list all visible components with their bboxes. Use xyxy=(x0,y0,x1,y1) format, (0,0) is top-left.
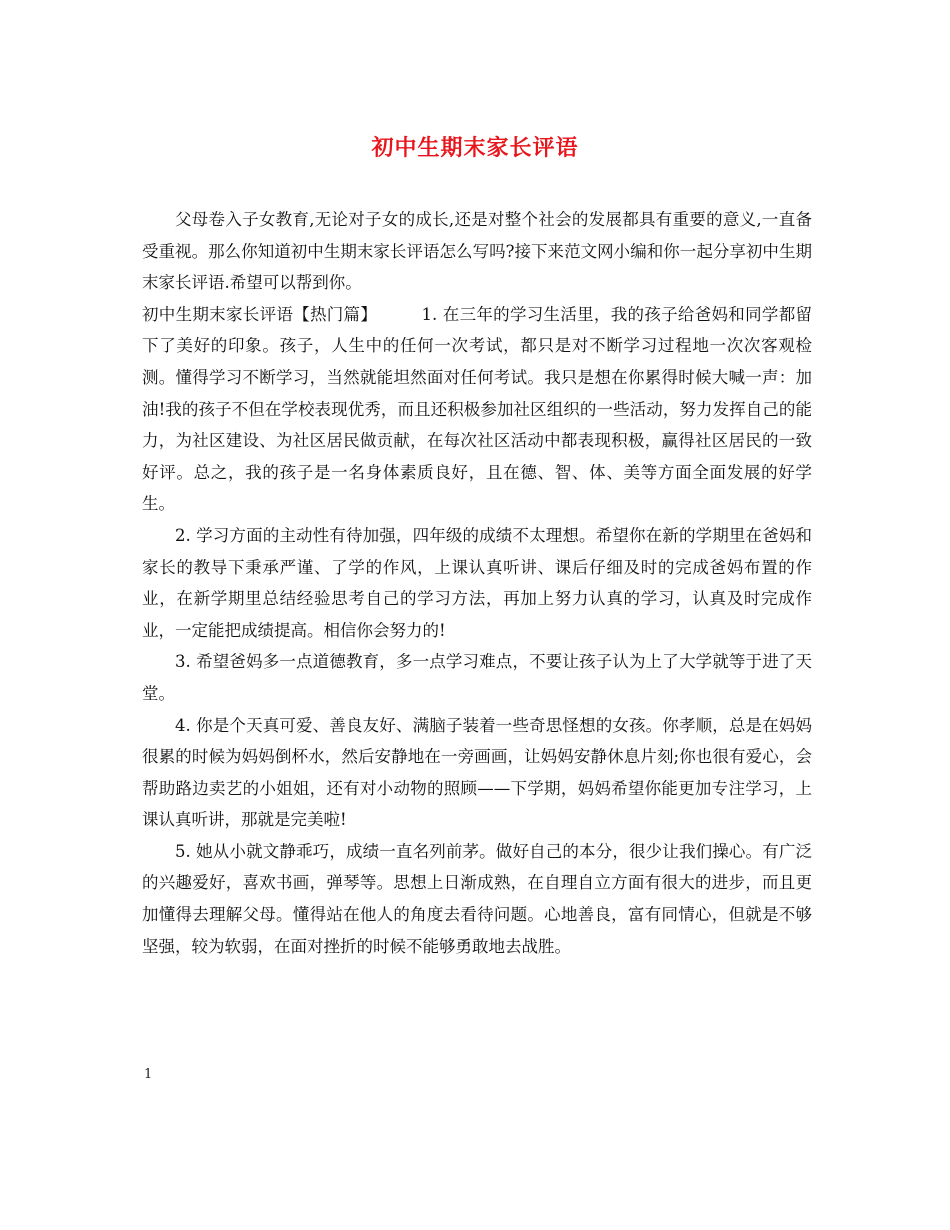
comment-paragraph-2: 2. 学习方面的主动性有待加强，四年级的成绩不太理想。希望你在新的学期里在爸妈和家长的教导下秉承严谨、了学的作风，上课认真听讲、课后仔细及时的完成爸妈布置的作业，在新学期里总结经验思考自己的学习方法，再加上努力认真的学习，认真及时完成作业，一定能把成绩提高。相信你会努力的! xyxy=(142,525,812,640)
comment-paragraph-3: 3. 希望爸妈多一点道德教育，多一点学习难点，不要让孩子认为上了大学就等于进了天堂。 xyxy=(142,652,812,703)
page-number: 1 xyxy=(144,1067,153,1082)
document-body xyxy=(142,204,812,962)
comment-paragraph-4: 4. 你是个天真可爱、善良友好、满脑子装着一些奇思怪想的女孩。你孝顺，总是在妈妈很累的时候为妈妈倒杯水，然后安静地在一旁画画，让妈妈安静休息片刻;你也很有爱心，会帮助路边卖艺的小姐姐，还有对小动物的照顾——下学期，妈妈希望你能更加专注学习，上课认真听讲，那就是完美啦! xyxy=(142,715,812,830)
section-heading-paragraph: 初中生期末家长评语【热门篇】 1. 在三年的学习生活里，我的孩子给爸妈和同学都留下了美好的印象。孩子，人生中的任何一次考试，都只是对不断学习过程地一次次客观检测。懂得学习不断学习，当然就能坦然面对任何考试。我只是想在你累得时候大喊一声：加油!我的孩子不但在学校表现优秀，而且还积极参加社区组织的一些活动，努力发挥自己的能力，为社区建设、为社区居民做贡献，在每次社区活动中都表现积极，赢得社区居民的一致好评。总之，我的孩子是一名身体素质良好，且在德、智、体、美等方面全面发展的好学生。 xyxy=(142,304,812,514)
intro-paragraph: 父母卷入子女教育,无论对子女的成长,还是对整个社会的发展都具有重要的意义,一直备受重视。那么你知道初中生期末家长评语怎么写吗?接下来范文网小编和你一起分享初中生期末家长评语.希望可以帮到你。 xyxy=(142,210,812,293)
comment-paragraph-5: 5. 她从小就文静乖巧，成绩一直名列前茅。做好自己的本分，很少让我们操心。有广泛的兴趣爱好，喜欢书画，弹琴等。思想上日渐成熟，在自理自立方面有很大的进步，而且更加懂得去理解父母。懂得站在他人的角度去看待问题。心地善良，富有同情心，但就是不够坚强，较为软弱，在面对挫折的时候不能够勇敢地去战胜。 xyxy=(142,841,812,956)
page-title: 初中生期末家长评语 xyxy=(371,135,579,161)
